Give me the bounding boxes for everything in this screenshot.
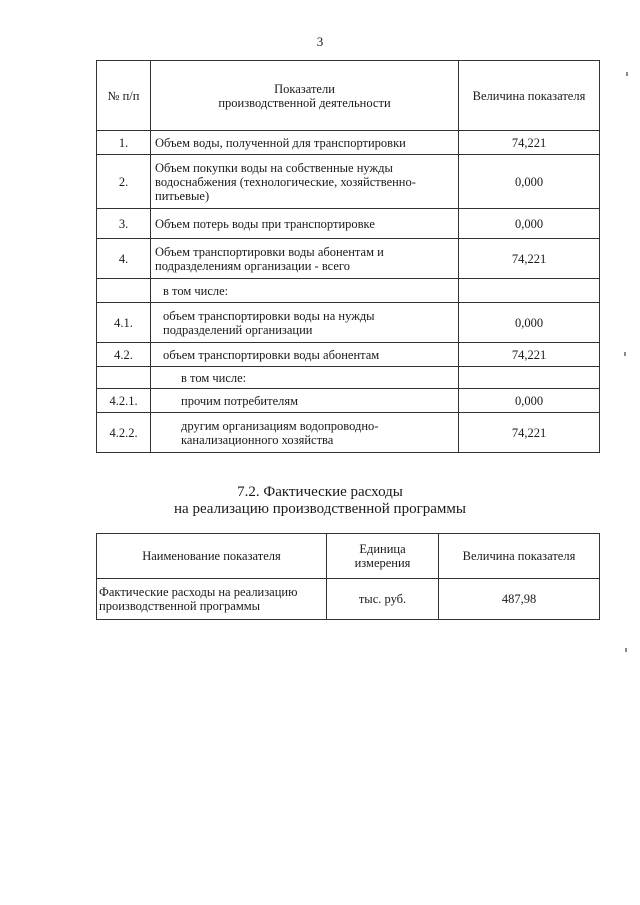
table-row xyxy=(97,579,600,620)
row-num: 4.2. xyxy=(97,343,151,367)
row-label: Объем покупки воды на собственные нужды водоснабжения (технологические, хозяйственно-питьевые) xyxy=(151,155,459,209)
header-indicator: Показатели производственной деятельности xyxy=(151,61,459,131)
row-num xyxy=(97,367,151,389)
row-value: 0,000 xyxy=(459,209,600,239)
row-value: 74,221 xyxy=(459,413,600,453)
row-num: 4.2.1. xyxy=(97,389,151,413)
scan-speck xyxy=(625,648,627,652)
row-num: 4. xyxy=(97,239,151,279)
table-row xyxy=(97,367,600,389)
row-value: 74,221 xyxy=(459,131,600,155)
table-row xyxy=(97,209,600,239)
table-row xyxy=(97,303,600,343)
table-row xyxy=(97,279,600,303)
section-title-line1: 7.2. Фактические расходы xyxy=(237,484,403,500)
table-row xyxy=(97,155,600,209)
row-value: 0,000 xyxy=(459,303,600,343)
section-heading xyxy=(0,484,640,518)
row-value: 74,221 xyxy=(459,343,600,367)
row-value xyxy=(459,279,600,303)
row-num xyxy=(97,279,151,303)
row-label: Объем транспортировки воды абонентам и подразделениям организации - всего xyxy=(151,239,459,279)
table-row xyxy=(97,343,600,367)
header-unit: Единица измерения xyxy=(327,534,439,579)
header-name: Наименование показателя xyxy=(97,534,327,579)
actual-expenses-table xyxy=(96,533,600,620)
row-num: 4.1. xyxy=(97,303,151,343)
row-label: в том числе: xyxy=(151,279,459,303)
table-row xyxy=(97,131,600,155)
row-num: 2. xyxy=(97,155,151,209)
row-label: объем транспортировки воды абонентам xyxy=(151,343,459,367)
row-value: 487,98 xyxy=(439,579,600,620)
row-num: 3. xyxy=(97,209,151,239)
row-value: 0,000 xyxy=(459,389,600,413)
row-label: Объем потерь воды при транспортировке xyxy=(151,209,459,239)
row-label: другим организациям водопроводно-канализационного хозяйства xyxy=(151,413,459,453)
table-row xyxy=(97,413,600,453)
table-row xyxy=(97,389,600,413)
row-label: в том числе: xyxy=(151,367,459,389)
section-title-line2: на реализацию производственной программы xyxy=(174,501,466,517)
page-number: 3 xyxy=(316,34,324,49)
row-value: 74,221 xyxy=(459,239,600,279)
row-value xyxy=(459,367,600,389)
scan-speck xyxy=(624,352,626,356)
row-label: Объем воды, полученной для транспортировки xyxy=(151,131,459,155)
table-row xyxy=(97,239,600,279)
scan-speck xyxy=(626,72,628,76)
header-value: Величина показателя xyxy=(459,61,600,131)
row-name: Фактические расходы на реализацию производственной программы xyxy=(97,579,327,620)
row-value: 0,000 xyxy=(459,155,600,209)
header-value: Величина показателя xyxy=(439,534,600,579)
production-indicators-table xyxy=(96,60,600,453)
row-unit: тыс. руб. xyxy=(327,579,439,620)
row-num: 1. xyxy=(97,131,151,155)
row-label: объем транспортировки воды на нужды подразделений организации xyxy=(151,303,459,343)
row-label: прочим потребителям xyxy=(151,389,459,413)
header-num: № п/п xyxy=(97,61,151,131)
row-num: 4.2.2. xyxy=(97,413,151,453)
